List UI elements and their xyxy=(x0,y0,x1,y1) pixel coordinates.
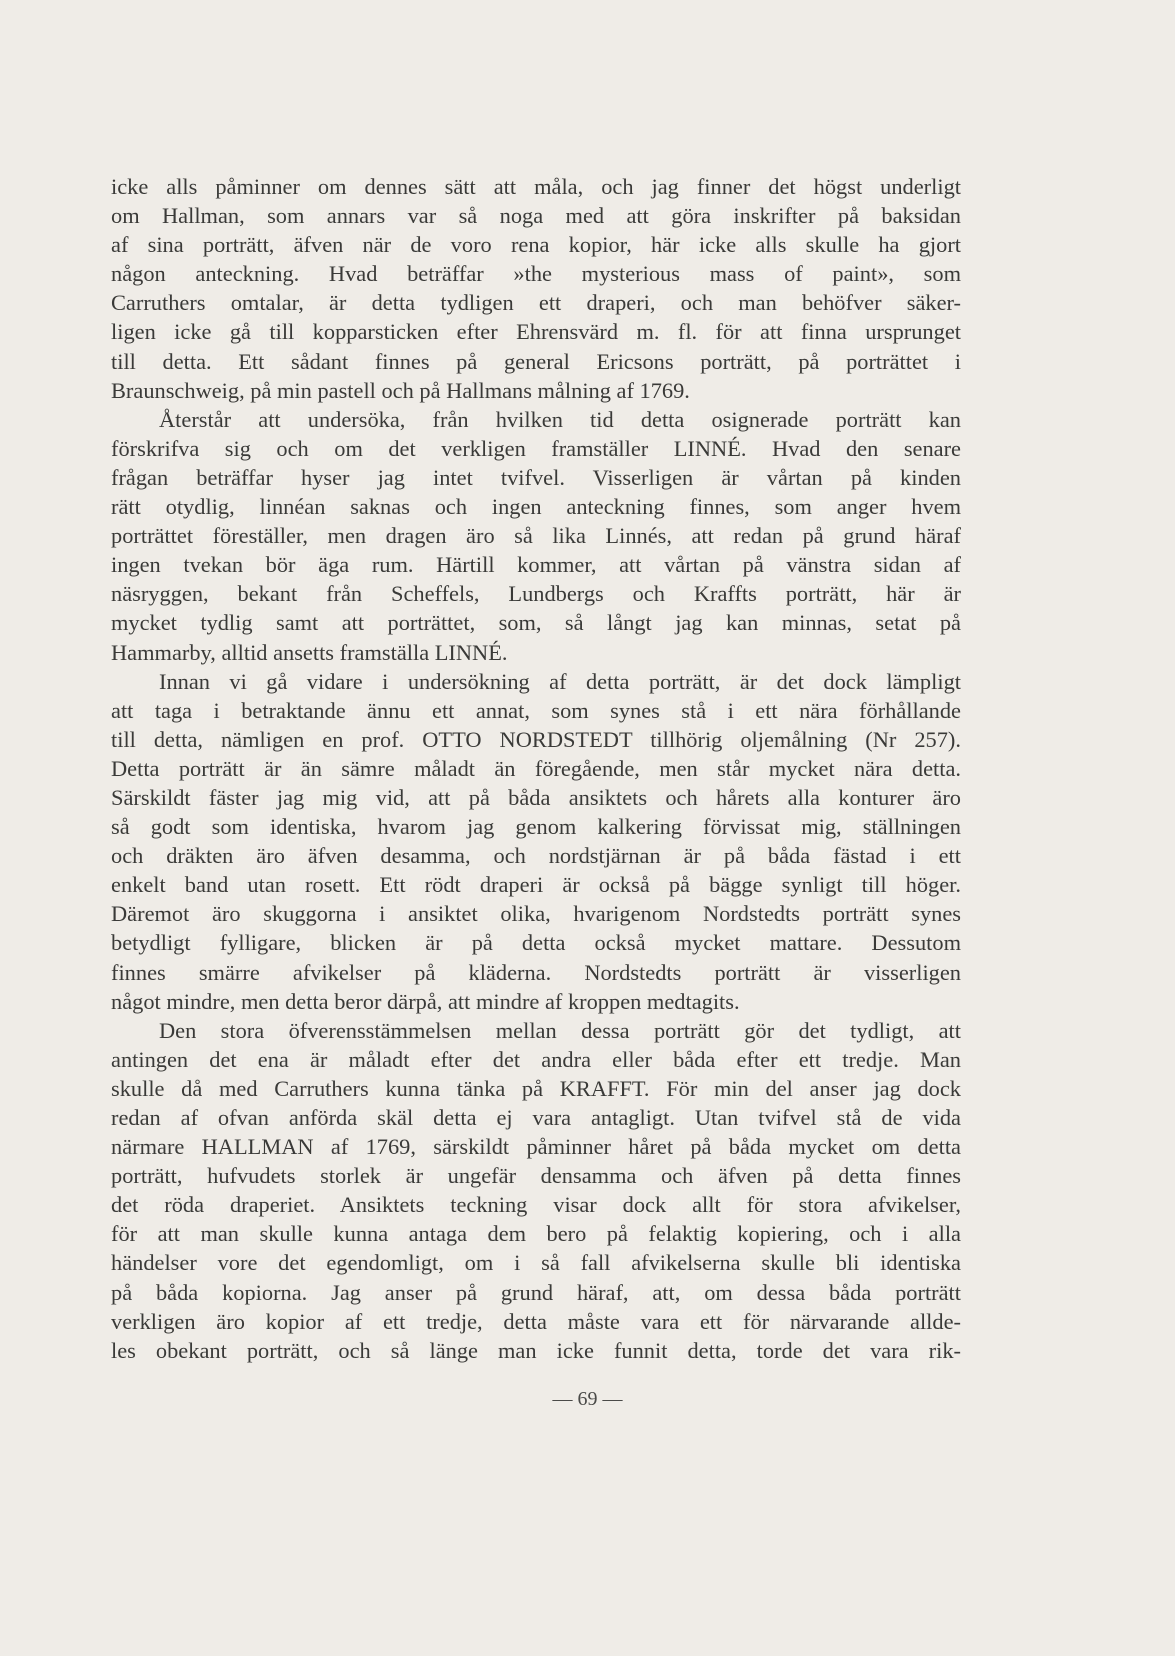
text-line: närmare HALLMAN af 1769, särskildt påminner håret på båda mycket om detta xyxy=(111,1134,961,1160)
text-line: så godt som identiska, hvarom jag genom kalkering förvissat mig, ställningen xyxy=(111,814,961,840)
text-line: ligen icke gå till kopparsticken efter Ehrensvärd m. fl. för att finna ursprunget xyxy=(111,319,961,345)
text-line: enkelt band utan rosett. Ett rödt draperi är också på bägge synligt till höger. xyxy=(111,872,961,898)
text-line: Återstår att undersöka, från hvilken tid detta osignerade porträtt kan xyxy=(159,406,961,432)
text-line: på båda kopiorna. Jag anser på grund häraf, att, om dessa båda porträtt xyxy=(111,1279,961,1305)
text-line: icke alls påminner om dennes sätt att måla, och jag finner det högst underligt xyxy=(111,174,961,199)
text-line: Den stora öfverensstämmelsen mellan dessa porträtt gör det tydligt, att xyxy=(159,1017,961,1043)
text-line: Detta porträtt är än sämre måladt än föregående, men står mycket nära detta. xyxy=(111,755,961,781)
text-line: frågan beträffar hyser jag intet tvifvel. Visserligen är vårtan på kinden xyxy=(111,464,961,490)
text-line: redan af ofvan anförda skäl detta ej vara antagligt. Utan tvifvel stå de vida xyxy=(111,1105,961,1130)
text-line: näsryggen, bekant från Scheffels, Lundbergs och Kraffts porträtt, här är xyxy=(111,581,961,607)
text-line: antingen det ena är måladt efter det andra eller båda efter ett tredje. Man xyxy=(111,1046,961,1072)
text-line: om Hallman, som annars var så noga med att göra inskrifter på baksidan xyxy=(111,203,961,229)
text-line: les obekant porträtt, och så länge man icke funnit detta, torde det vara rik- xyxy=(111,1337,961,1363)
text-line: till detta, nämligen en prof. OTTO NORDSTEDT tillhörig oljemålning (Nr 257). xyxy=(111,726,961,752)
text-line: finnes smärre afvikelser på kläderna. Nordstedts porträtt är visserligen xyxy=(111,959,961,985)
text-line: att taga i betraktande ännu ett annat, som synes stå i ett nära förhållande xyxy=(111,697,961,723)
text-line: det röda draperiet. Ansiktets teckning visar dock allt för stora afvikelser, xyxy=(111,1192,961,1218)
text-line: Hammarby, alltid ansetts framställa LINNÉ. xyxy=(111,639,508,665)
text-line: till detta. Ett sådant finnes på general Ericsons porträtt, på porträttet i xyxy=(111,348,961,374)
text-line: och dräkten äro äfven desamma, och nordstjärnan är på båda fästad i ett xyxy=(111,843,961,869)
text-line: någon anteckning. Hvad beträffar »the mysterious mass of paint», som xyxy=(111,261,961,287)
text-line: skulle då med Carruthers kunna tänka på KRAFFT. För min del anser jag dock xyxy=(111,1075,961,1101)
body-text xyxy=(111,172,961,1365)
text-line: verkligen äro kopior af ett tredje, detta måste vara ett för närvarande allde- xyxy=(111,1308,961,1334)
text-line: ingen tvekan bör äga rum. Härtill kommer, att vårtan på vänstra sidan af xyxy=(111,552,961,578)
text-line: förskrifva sig och om det verkligen framställer LINNÉ. Hvad den senare xyxy=(111,435,961,461)
text-line: mycket tydlig samt att porträttet, som, så långt jag kan minnas, setat på xyxy=(111,610,961,636)
text-line: af sina porträtt, äfven när de voro rena kopior, här icke alls skulle ha gjort xyxy=(111,232,961,258)
text-line: händelser vore det egendomligt, om i så fall afvikelserna skulle bli identiska xyxy=(111,1250,961,1276)
text-line: porträttet föreställer, men dragen äro så lika Linnés, att redan på grund häraf xyxy=(111,523,961,549)
text-line: Carruthers omtalar, är detta tydligen ett draperi, och man behöfver säker- xyxy=(111,290,961,316)
text-line: Innan vi gå vidare i undersökning af detta porträtt, är det dock lämpligt xyxy=(159,668,961,694)
text-line: rätt otydlig, linnéan saknas och ingen anteckning finnes, som anger hvem xyxy=(111,494,961,520)
page-number: — 69 — xyxy=(552,1388,623,1410)
text-line: Däremot äro skuggorna i ansiktet olika, hvarigenom Nordstedts porträtt synes xyxy=(111,901,961,927)
text-line: betydligt fylligare, blicken är på detta också mycket mattare. Dessutom xyxy=(111,930,961,956)
text-line: för att man skulle kunna antaga dem bero på felaktig kopiering, och i alla xyxy=(111,1221,961,1247)
text-line: något mindre, men detta beror därpå, att mindre af kroppen medtagits. xyxy=(111,988,740,1014)
text-line: Särskildt fäster jag mig vid, att på båda ansiktets och hårets alla konturer äro xyxy=(111,784,961,810)
text-line: porträtt, hufvudets storlek är ungefär densamma och äfven på detta finnes xyxy=(111,1163,961,1189)
text-line: Braunschweig, på min pastell och på Hallmans målning af 1769. xyxy=(111,377,690,403)
